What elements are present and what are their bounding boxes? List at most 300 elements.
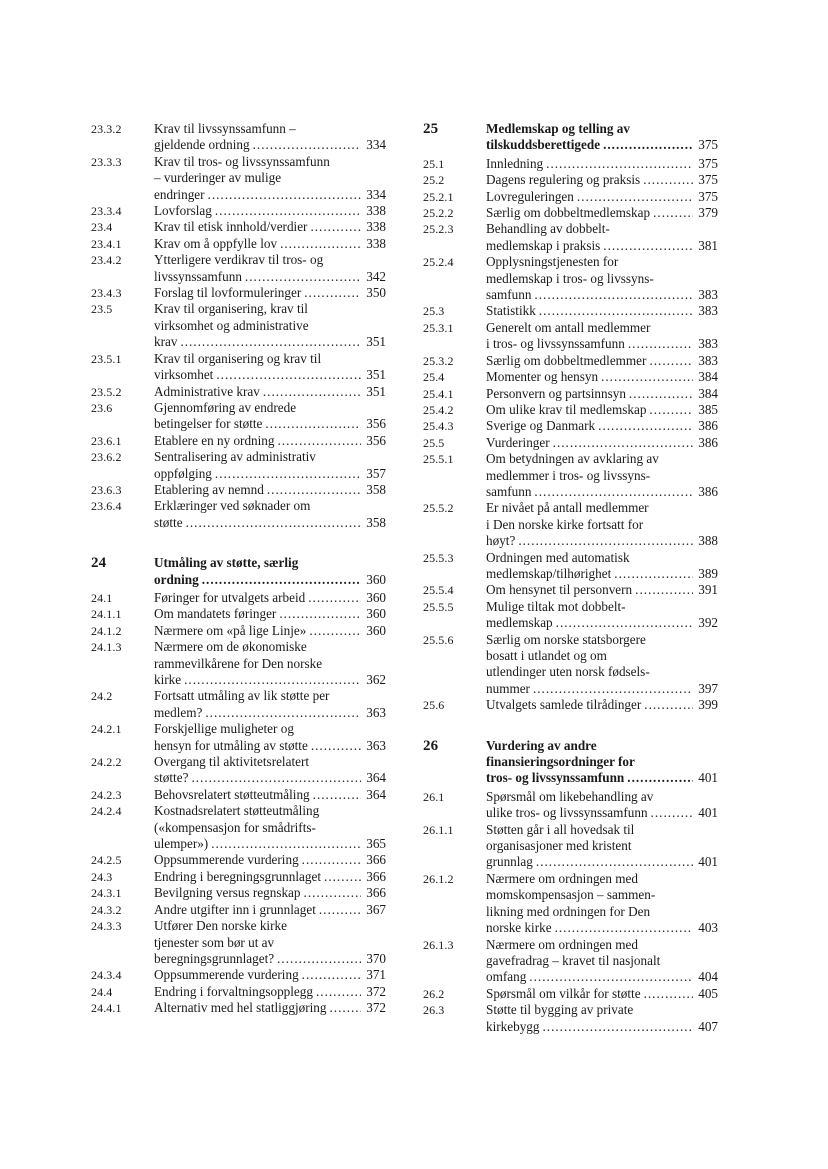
title-line: Endring i forvaltningsopplegg: [154, 983, 313, 999]
section-number: 23.4.1: [91, 236, 122, 251]
page-number: 375: [698, 188, 718, 204]
title-line: utlendinger uten norsk fødsels-: [486, 664, 650, 680]
title-line: Oppsummerende vurdering: [154, 967, 299, 983]
toc-entry: [423, 402, 718, 418]
page-number: 386: [698, 434, 718, 450]
toc-entry: [91, 203, 386, 219]
title-line: Vurderinger: [486, 434, 550, 450]
toc-entry: [91, 285, 386, 301]
title-line: bosatt i utlandet og om: [486, 648, 607, 663]
toc-entry: [91, 869, 386, 885]
toc-entry: [423, 353, 718, 369]
section-number: 23.6.3: [91, 482, 122, 497]
title-line: Generelt om antall medlemmer: [486, 319, 651, 335]
section-title: [154, 252, 386, 285]
toc-entry: [91, 498, 386, 531]
toc-entry: [91, 384, 386, 400]
toc-column-right: [423, 121, 718, 1035]
page-number: 389: [698, 565, 718, 581]
toc-entry: [423, 1002, 718, 1035]
section-title: [486, 550, 718, 583]
dot-leader: [534, 287, 693, 303]
toc-entry: [423, 221, 718, 254]
page-number: 366: [366, 885, 386, 901]
section-title: [486, 697, 718, 713]
section-number: 23.6: [91, 400, 113, 415]
page-number: 403: [698, 920, 718, 936]
dot-leader: [644, 986, 693, 1002]
page-number: 351: [366, 383, 386, 399]
title-line: medlemskap/tilhørighet: [486, 565, 612, 581]
section-title: [486, 435, 718, 451]
page-number: 375: [698, 172, 718, 188]
section-title: [154, 623, 386, 639]
toc-entry: [91, 219, 386, 235]
page-number: 401: [698, 805, 718, 821]
title-line: Støtte til bygging av private: [486, 1002, 634, 1018]
dot-leader: [205, 705, 361, 721]
section-title: [154, 482, 386, 498]
dot-leader: [304, 285, 361, 301]
title-line: momskompensasjon – sammen-: [486, 887, 656, 903]
section-number: 24.4: [91, 984, 113, 999]
title-line: rammevilkårene for Den norske: [154, 655, 323, 671]
dot-leader: [202, 572, 361, 588]
dot-leader: [614, 566, 693, 582]
title-line: Forskjellige muligheter og: [154, 721, 294, 737]
section-number: 26.1.2: [423, 871, 454, 886]
title-line: Om mandatets føringer: [154, 606, 277, 622]
page-number: 386: [698, 418, 718, 434]
section-title: [486, 172, 718, 188]
dot-leader: [603, 238, 693, 254]
section-number: 23.4.3: [91, 286, 122, 301]
section-number: 25.4.2: [423, 402, 454, 417]
section-number: 25.5.5: [423, 599, 454, 614]
page-number: 397: [698, 680, 718, 696]
title-line: tros- og livssynssamfunn: [486, 770, 625, 786]
section-number: 23.3.4: [91, 204, 122, 219]
dot-leader: [215, 203, 361, 219]
page-number: 356: [366, 416, 386, 432]
toc-entry: [91, 852, 386, 868]
toc-entry: [91, 623, 386, 639]
section-number: 25.2.3: [423, 222, 454, 237]
toc-entry: [423, 172, 718, 188]
title-line: Om hensynet til personvern: [486, 582, 633, 598]
toc-entry: [423, 871, 718, 937]
title-line: Krav til etisk innhold/verdier: [154, 219, 308, 235]
dot-leader: [536, 854, 693, 870]
title-line: Forslag til lovformuleringer: [154, 285, 302, 301]
title-line: («kompensasjon for smådrifts-: [154, 819, 316, 835]
dot-leader: [555, 920, 693, 936]
section-title: [154, 803, 386, 852]
dot-leader: [556, 615, 693, 631]
title-line: Krav til livssynssamfunn –: [154, 121, 296, 136]
section-title: [486, 789, 718, 822]
page-number: 407: [698, 1018, 718, 1034]
page-number: 350: [366, 285, 386, 301]
page-number: 367: [366, 901, 386, 917]
title-line: i tros- og livssynssamfunn: [486, 336, 625, 352]
dot-leader: [267, 482, 361, 498]
dot-leader: [601, 369, 693, 385]
section-title: [154, 852, 386, 868]
title-line: Er nivået på antall medlemmer: [486, 500, 649, 516]
section-number: 23.5.1: [91, 351, 122, 366]
title-line: Lovreguleringen: [486, 188, 574, 204]
toc-entry: [91, 754, 386, 787]
section-title: [486, 500, 718, 549]
page-number: 338: [366, 219, 386, 235]
page-number: 363: [366, 704, 386, 720]
toc-entry: [91, 902, 386, 918]
dot-leader: [215, 466, 361, 482]
dot-leader: [629, 386, 693, 402]
dot-leader: [302, 967, 361, 983]
dot-leader: [539, 303, 693, 319]
section-number: 24.1: [91, 590, 113, 605]
toc-chapter-entry: [91, 555, 386, 588]
section-title: [486, 451, 718, 500]
title-line: Nærmere om de økonomiske: [154, 639, 307, 655]
page-number: 358: [366, 481, 386, 497]
section-number: 25.5.4: [423, 583, 454, 598]
section-title: [154, 902, 386, 918]
title-line: krav: [154, 334, 178, 350]
section-number: 24.2.2: [91, 755, 122, 770]
section-title: [154, 885, 386, 901]
section-title: [154, 203, 386, 219]
title-line: Sverige og Danmark: [486, 418, 596, 434]
section-title: [154, 121, 386, 154]
section-number: 24.3: [91, 869, 113, 884]
section-title: [486, 121, 718, 154]
title-line: ulike tros- og livssynssamfunn: [486, 805, 648, 821]
page-number: 383: [698, 336, 718, 352]
section-number: 26.1.3: [423, 937, 454, 952]
section-number: 25.3.1: [423, 320, 454, 335]
page-number: 351: [366, 367, 386, 383]
dot-leader: [324, 869, 361, 885]
section-number: 23.4.2: [91, 253, 122, 268]
title-line: Administrative krav: [154, 383, 260, 399]
dot-leader: [265, 416, 361, 432]
dot-leader: [628, 336, 693, 352]
toc-entry: [91, 301, 386, 350]
title-line: Behandling av dobbelt-: [486, 221, 610, 237]
title-line: Erklæringer ved søknader om: [154, 498, 311, 514]
section-number: 24.3.3: [91, 919, 122, 934]
page-number: 375: [698, 137, 718, 153]
title-line: Kostnadsrelatert støtteutmåling: [154, 803, 320, 819]
page-number: 384: [698, 385, 718, 401]
toc-entry: [91, 482, 386, 498]
title-line: Statistikk: [486, 303, 536, 319]
section-number: 25.5.2: [423, 501, 454, 516]
title-line: Utfører Den norske kirke: [154, 918, 287, 934]
dot-leader: [253, 137, 361, 153]
title-line: medlemskap i praksis: [486, 237, 601, 253]
page-number: 392: [698, 615, 718, 631]
title-line: virksomhet: [154, 367, 214, 383]
page-number: 388: [698, 533, 718, 549]
toc-entry: [91, 590, 386, 606]
section-title: [154, 869, 386, 885]
title-line: Bevilgning versus regnskap: [154, 885, 301, 901]
toc-entry: [91, 351, 386, 384]
toc-entry: [423, 986, 718, 1002]
title-line: likning med ordningen for Den: [486, 903, 651, 919]
page-number: 383: [698, 303, 718, 319]
section-title: [486, 738, 718, 787]
page-number: 362: [366, 672, 386, 687]
page-number: 404: [698, 969, 718, 985]
toc-entry: [91, 688, 386, 721]
title-line: Om betydningen av avklaring av: [486, 451, 659, 467]
dot-leader: [311, 738, 361, 754]
section-title: [154, 449, 386, 482]
title-line: Nærmere om ordningen med: [486, 936, 638, 952]
title-line: Alternativ med hel statliggjøring: [154, 1000, 327, 1016]
section-number: 24: [91, 555, 107, 572]
section-title: [486, 156, 718, 172]
section-number: 25.2.2: [423, 206, 454, 221]
title-line: kirkebygg: [486, 1018, 540, 1034]
section-title: [486, 386, 718, 402]
title-line: Lovforslag: [154, 203, 212, 219]
page-number: 372: [366, 983, 386, 999]
section-number: 23.6.2: [91, 450, 122, 465]
section-number: 24.3.4: [91, 968, 122, 983]
page-number: 366: [366, 868, 386, 884]
section-title: [486, 221, 718, 254]
title-line: Ordningen med automatisk: [486, 549, 630, 565]
title-line: Personvern og partsinnsyn: [486, 385, 626, 401]
title-line: høyt?: [486, 533, 516, 549]
section-title: [486, 189, 718, 205]
dot-leader: [184, 672, 361, 688]
page-number: 379: [698, 205, 718, 221]
title-line: Ytterligere verdikrav til tros- og: [154, 252, 324, 268]
section-title: [154, 236, 386, 252]
title-line: Nærmere om «på lige Linje»: [154, 622, 307, 638]
toc-entry: [423, 189, 718, 205]
toc-entry: [423, 435, 718, 451]
section-number: 25.5.3: [423, 550, 454, 565]
dot-leader: [330, 1000, 362, 1016]
dot-leader: [603, 137, 693, 153]
section-number: 24.2.3: [91, 787, 122, 802]
toc-entry: [91, 885, 386, 901]
section-title: [486, 402, 718, 418]
title-line: nummer: [486, 680, 530, 696]
section-number: 25.5: [423, 435, 445, 450]
title-line: Krav til organisering og krav til: [154, 350, 322, 366]
toc-entry: [423, 822, 718, 871]
title-line: Krav om å oppfylle lov: [154, 235, 278, 251]
toc-chapter-entry: [423, 121, 718, 154]
section-title: [154, 721, 386, 754]
page-number: 334: [366, 186, 386, 202]
dot-leader: [534, 484, 693, 500]
page-number: 399: [698, 697, 718, 713]
title-line: hensyn for utmåling av støtte: [154, 737, 308, 753]
toc-entry: [423, 451, 718, 500]
title-line: Føringer for utvalgets arbeid: [154, 589, 306, 605]
page-number: 360: [366, 622, 386, 638]
toc-entry: [423, 418, 718, 434]
title-line: Medlemskap og telling av: [486, 121, 630, 136]
section-title: [154, 555, 386, 588]
toc-entry: [91, 236, 386, 252]
page-number: 364: [366, 786, 386, 802]
page-number: 351: [366, 334, 386, 350]
section-number: 23.4: [91, 220, 113, 235]
title-line: Krav til organisering, krav til: [154, 301, 308, 317]
toc-entry: [423, 550, 718, 583]
page-number: 405: [698, 985, 718, 1001]
toc-entry: [423, 697, 718, 713]
title-line: Innledning: [486, 155, 544, 171]
section-number: 25.6: [423, 698, 445, 713]
title-line: beregningsgrunnlaget?: [154, 950, 275, 966]
section-number: 24.2.1: [91, 722, 122, 737]
page-number: 365: [366, 836, 386, 852]
section-number: 25.1: [423, 156, 445, 171]
section-number: 24.4.1: [91, 1001, 122, 1016]
page-number: 391: [698, 582, 718, 598]
section-title: [154, 606, 386, 622]
dot-leader: [635, 582, 693, 598]
section-title: [154, 400, 386, 433]
toc-entry: [91, 803, 386, 852]
title-line: Mulige tiltak mot dobbelt-: [486, 598, 626, 614]
toc-entry: [423, 599, 718, 632]
title-line: gavefradrag – kravet til nasjonalt: [486, 952, 661, 968]
dot-leader: [304, 885, 361, 901]
toc-entry: [91, 449, 386, 482]
section-title: [486, 1002, 718, 1035]
section-number: 25.5.6: [423, 632, 454, 647]
section-title: [154, 351, 386, 384]
section-number: 25: [423, 121, 439, 137]
section-number: 26.1.1: [423, 822, 454, 837]
title-line: virksomhet og administrative: [154, 317, 309, 333]
section-number: 24.2.5: [91, 853, 122, 868]
section-number: 26.1: [423, 789, 445, 804]
section-number: 24.1.2: [91, 623, 122, 638]
section-number: 25.2.4: [423, 255, 454, 270]
section-title: [486, 303, 718, 319]
toc-entry: [91, 121, 386, 154]
toc-entry: [91, 918, 386, 967]
section-title: [154, 498, 386, 531]
title-line: Vurdering av andre: [486, 737, 597, 753]
title-line: Særlig om norske statsborgere: [486, 631, 646, 647]
toc-entry: [91, 1000, 386, 1016]
page-number: 383: [698, 352, 718, 368]
toc-entry: [91, 967, 386, 983]
section-number: 25.2.1: [423, 189, 454, 204]
title-line: Om ulike krav til medlemskap: [486, 401, 647, 417]
page-number: 356: [366, 432, 386, 448]
page-number: 375: [698, 155, 718, 171]
section-title: [486, 418, 718, 434]
title-line: tjenester som bør ut av: [154, 934, 275, 950]
toc-entry: [423, 789, 718, 822]
title-line: Særlig om dobbeltmedlemmer: [486, 352, 647, 368]
title-line: Endring i beregningsgrunnlaget: [154, 868, 322, 884]
title-line: Overgang til aktivitetsrelatert: [154, 754, 310, 770]
page-number: 358: [366, 514, 386, 530]
page-number: 401: [698, 854, 718, 870]
section-title: [486, 599, 718, 632]
page-number: 334: [366, 137, 386, 153]
title-line: Andre utgifter inn i grunnlaget: [154, 901, 316, 917]
page-number: 360: [366, 606, 386, 622]
section-number: 26: [423, 737, 439, 754]
toc-entry: [423, 156, 718, 172]
section-title: [486, 632, 718, 698]
section-title: [154, 285, 386, 301]
title-line: Etablering av nemnd: [154, 481, 264, 497]
section-number: 24.2.4: [91, 804, 122, 819]
section-title: [154, 219, 386, 235]
title-line: omfang: [486, 969, 527, 985]
dot-leader: [643, 172, 693, 188]
section-title: [154, 639, 386, 688]
page-number: 401: [698, 770, 718, 786]
dot-leader: [277, 433, 361, 449]
page-number: 371: [366, 967, 386, 983]
section-title: [154, 787, 386, 803]
title-line: endringer: [154, 186, 205, 202]
section-title: [486, 369, 718, 385]
dot-leader: [277, 951, 361, 967]
section-title: [486, 353, 718, 369]
page-number: 357: [366, 465, 386, 481]
title-line: betingelser for støtte: [154, 416, 263, 432]
section-number: 23.3.2: [91, 122, 122, 136]
title-line: Oppsummerende vurdering: [154, 852, 299, 868]
section-title: [154, 967, 386, 983]
title-line: støtte?: [154, 770, 189, 786]
section-number: 23.5: [91, 302, 113, 317]
toc-column-left: [91, 121, 386, 1017]
title-line: ulemper»): [154, 836, 209, 852]
page-number: 338: [366, 203, 386, 219]
toc-entry: [91, 400, 386, 433]
page-number: 364: [366, 770, 386, 786]
dot-leader: [186, 515, 361, 531]
section-number: 25.5.1: [423, 452, 454, 467]
toc-entry: [91, 154, 386, 203]
toc-entry: [91, 984, 386, 1000]
section-title: [154, 590, 386, 606]
page-number: 360: [366, 589, 386, 605]
toc-entry: [423, 632, 718, 698]
dot-leader: [191, 770, 361, 786]
toc-entry: [423, 320, 718, 353]
page-number: 381: [698, 237, 718, 253]
toc-entry: [423, 937, 718, 986]
dot-leader: [649, 353, 693, 369]
toc-entry: [423, 303, 718, 319]
section-number: 25.4.1: [423, 386, 454, 401]
section-number: 25.3.2: [423, 353, 454, 368]
